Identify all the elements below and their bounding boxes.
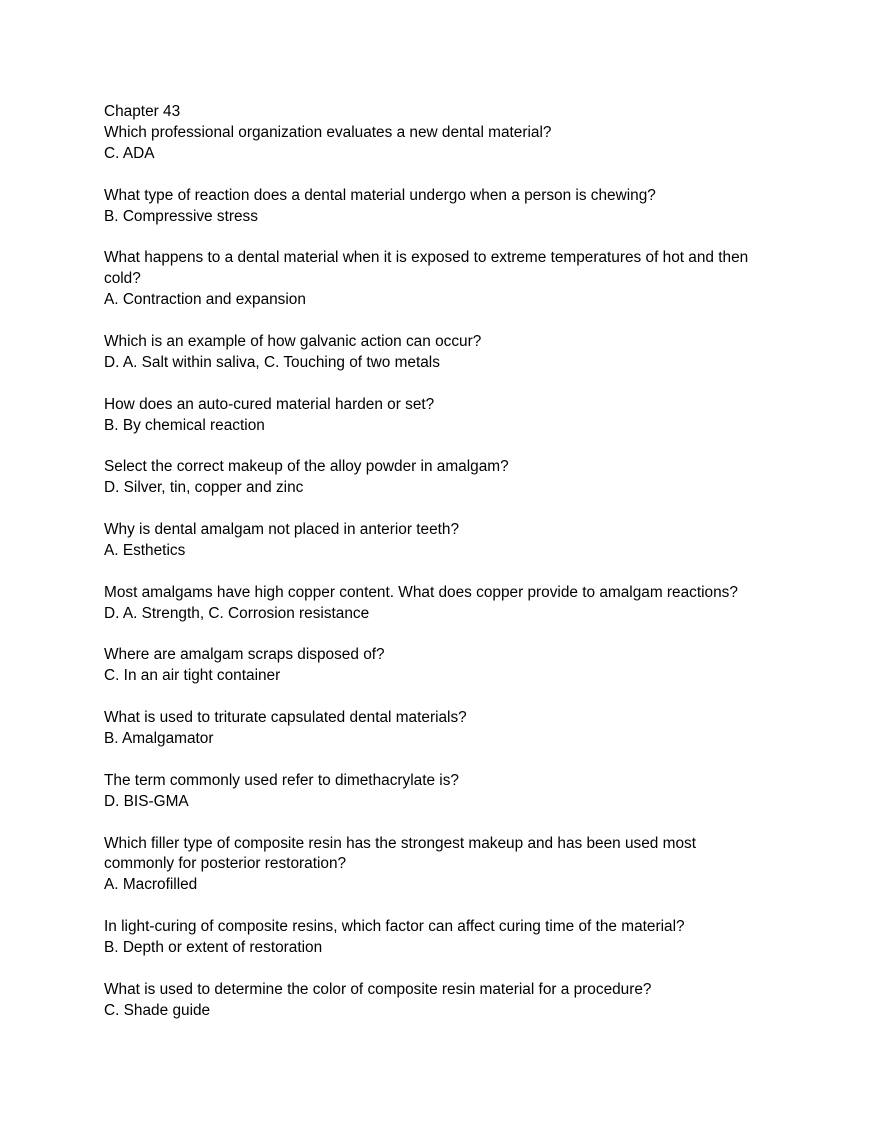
question-text: Why is dental amalgam not placed in anterior teeth?	[104, 521, 460, 539]
question-text: Which is an example of how galvanic action can occur?	[104, 332, 482, 350]
qa-item-7	[104, 520, 784, 562]
qa-item-2	[104, 186, 784, 228]
answer-text: D. BIS-GMA	[104, 792, 189, 810]
qa-item-5	[104, 395, 784, 437]
qa-item-4	[104, 332, 784, 374]
qa-item-8	[104, 583, 784, 625]
answer-text: B. Amalgamator	[104, 730, 214, 748]
question-text: Most amalgams have high copper content. What does copper provide to amalgam reactions?	[104, 583, 738, 601]
question-text: Which filler type of composite resin has the strongest makeup and has been used most commonly for posterior restoration?	[104, 834, 696, 873]
question-text: Which professional organization evaluates a new dental material?	[104, 123, 552, 141]
qa-item-1	[104, 123, 784, 165]
qa-item-12	[104, 834, 784, 897]
question-text: How does an auto-cured material harden or set?	[104, 395, 435, 413]
qa-item-10	[104, 708, 784, 750]
question-text: The term commonly used refer to dimethacrylate is?	[104, 771, 459, 789]
qa-item-9	[104, 645, 784, 687]
qa-item-14	[104, 980, 784, 1022]
question-text: What happens to a dental material when it is exposed to extreme temperatures of hot and then cold?	[104, 249, 749, 288]
answer-text: B. Depth or extent of restoration	[104, 939, 323, 957]
answer-text: C. Shade guide	[104, 1001, 211, 1019]
qa-item-3	[104, 248, 784, 311]
question-text: What type of reaction does a dental material undergo when a person is chewing?	[104, 186, 656, 204]
question-text: In light-curing of composite resins, which factor can affect curing time of the material?	[104, 918, 685, 936]
answer-text: A. Macrofilled	[104, 876, 198, 894]
qa-item-11	[104, 771, 784, 813]
answer-text: D. A. Strength, C. Corrosion resistance	[104, 604, 370, 622]
answer-text: A. Esthetics	[104, 541, 186, 559]
qa-item-6	[104, 457, 784, 499]
question-text: Where are amalgam scraps disposed of?	[104, 646, 385, 664]
question-text: What is used to triturate capsulated dental materials?	[104, 709, 467, 727]
qa-item-13	[104, 917, 784, 959]
answer-text: B. By chemical reaction	[104, 416, 265, 434]
document-page	[104, 102, 784, 1043]
answer-text: C. In an air tight container	[104, 667, 281, 685]
answer-text: A. Contraction and expansion	[104, 291, 306, 309]
answer-text: D. Silver, tin, copper and zinc	[104, 479, 304, 497]
answer-text: D. A. Salt within saliva, C. Touching of two metals	[104, 353, 440, 371]
answer-text: B. Compressive stress	[104, 207, 258, 225]
question-text: What is used to determine the color of composite resin material for a procedure?	[104, 980, 652, 998]
chapter-title: Chapter 43	[104, 103, 181, 120]
answer-text: C. ADA	[104, 144, 155, 162]
question-text: Select the correct makeup of the alloy powder in amalgam?	[104, 458, 509, 476]
